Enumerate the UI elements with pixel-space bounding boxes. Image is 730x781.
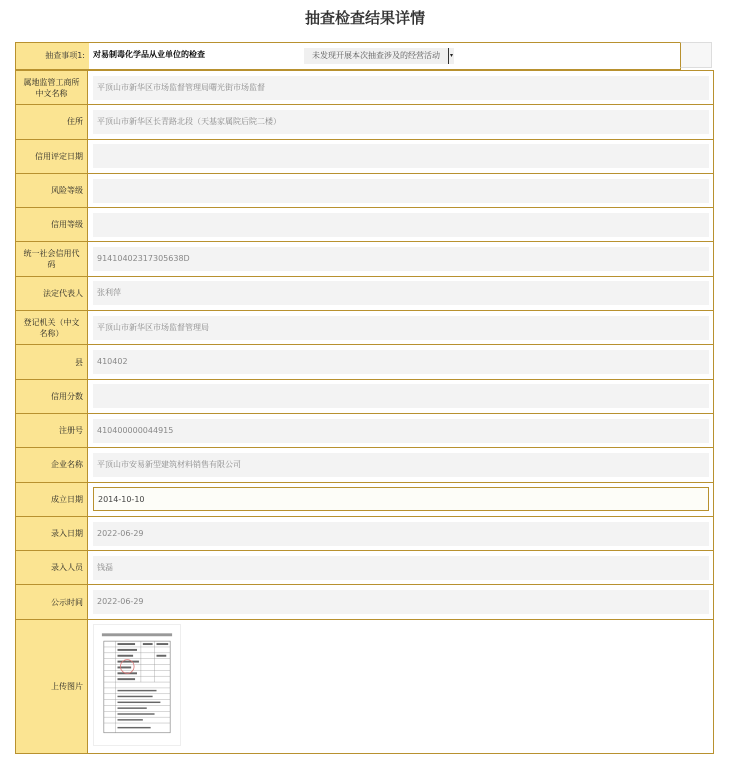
established-date-field[interactable]: 2014-10-10	[93, 487, 709, 511]
inspection-result-select[interactable]	[304, 48, 454, 64]
field-label: 风险等级	[16, 174, 88, 207]
document-scan-image	[98, 629, 176, 741]
page-title: 抽查检查结果详情	[304, 9, 425, 27]
field-label: 企业名称	[16, 448, 88, 481]
row-entry-date	[16, 516, 713, 550]
row-risk-level	[16, 173, 713, 207]
legal-rep-field[interactable]: 张利萍	[93, 281, 709, 305]
header-end-cell	[680, 42, 712, 68]
field-label: 属地监管工商所中文名称	[16, 71, 88, 104]
field-label: 录入人员	[16, 551, 88, 584]
row-office-name	[16, 70, 713, 104]
credit-rating-date-field[interactable]	[93, 144, 709, 168]
row-credit-code	[16, 241, 713, 275]
credit-score-field[interactable]	[93, 384, 709, 408]
row-company-name	[16, 447, 713, 481]
row-entry-person	[16, 550, 713, 584]
inspection-result-value: 未发现开展本次抽查涉及的经营活动	[312, 51, 440, 60]
office-name-field[interactable]: 平顶山市新华区市场监督管理局曙光街市场监督	[93, 76, 709, 100]
field-label: 信用等级	[16, 208, 88, 241]
entry-date-field[interactable]: 2022-06-29	[93, 522, 709, 546]
inspection-item-label: 抽查事项1:	[15, 42, 90, 70]
row-registration-number	[16, 413, 713, 447]
credit-code-field[interactable]: 91410402317305638D	[93, 247, 709, 271]
publish-time-field[interactable]: 2022-06-29	[93, 590, 709, 614]
field-label: 录入日期	[16, 517, 88, 550]
credit-level-field[interactable]	[93, 213, 709, 237]
field-label: 法定代表人	[16, 277, 88, 310]
uploaded-image-thumbnail[interactable]	[93, 624, 181, 746]
detail-table	[15, 70, 714, 754]
county-field[interactable]: 410402	[93, 350, 709, 374]
row-address	[16, 104, 713, 138]
field-label: 注册号	[16, 414, 88, 447]
row-upload-image	[16, 619, 713, 753]
field-label: 信用分数	[16, 380, 88, 413]
registration-authority-field[interactable]: 平顶山市新华区市场监督管理局	[93, 316, 709, 340]
registration-number-field[interactable]: 410400000044915	[93, 419, 709, 443]
row-credit-rating-date	[16, 139, 713, 173]
row-credit-level	[16, 207, 713, 241]
row-legal-rep	[16, 276, 713, 310]
inspection-item-cell	[89, 42, 681, 70]
address-field[interactable]: 平顶山市新华区长青路北段（天基家属院后院二楼）	[93, 110, 709, 134]
field-label: 县	[16, 345, 88, 378]
inspection-item-title: 对易制毒化学品从业单位的检查	[93, 50, 205, 59]
risk-level-field[interactable]	[93, 179, 709, 203]
inspection-item-header	[15, 42, 712, 70]
field-label: 信用评定日期	[16, 140, 88, 173]
field-label: 统一社会信用代码	[16, 242, 88, 275]
company-name-field[interactable]: 平顶山市安易新型建筑材料销售有限公司	[93, 453, 709, 477]
field-label: 住所	[16, 105, 88, 138]
entry-person-field[interactable]: 钱磊	[93, 556, 709, 580]
row-county	[16, 344, 713, 378]
field-label: 上传图片	[16, 620, 88, 753]
row-publish-time	[16, 584, 713, 618]
row-registration-authority	[16, 310, 713, 344]
row-credit-score	[16, 379, 713, 413]
row-established-date	[16, 482, 713, 516]
field-label: 成立日期	[16, 483, 88, 516]
field-label: 公示时间	[16, 585, 88, 618]
chevron-down-icon[interactable]: ▾	[448, 48, 454, 64]
field-label: 登记机关（中文名称）	[16, 311, 88, 344]
